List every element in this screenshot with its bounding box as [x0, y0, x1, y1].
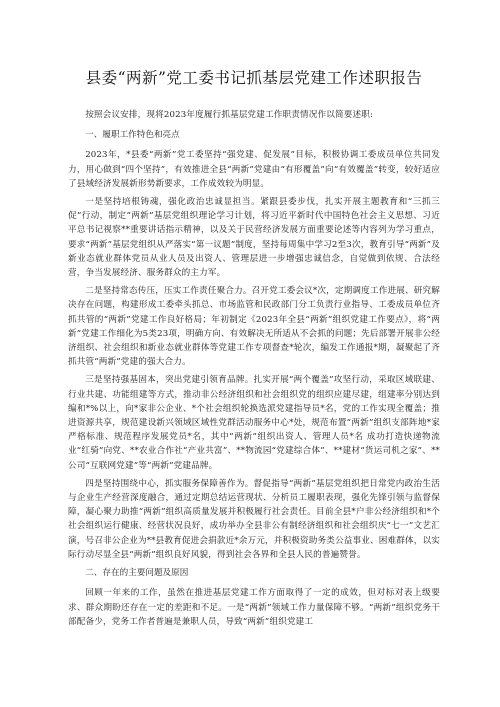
section-heading-2: 二、存在的主要问题及原因: [85, 568, 189, 579]
paragraph-point-1: 一是坚持培根铸魂，强化政治忠诚显担当。紧跟县委步伐，扎实开展主题教育和“三抓三促”行动，制定“两新”基层党组织理论学习计划，将习近平新时代中国特色社会主义思想、习近平总书记视察**重要讲话指示精神，以及关于民营经济发展方面重要论述等内容列为学习重点，要求“两新”基层党组织从严落实“第一议题”制度，坚持每周集中学习2至3次，教育引导“两新”及新业态就业群体党员从业人员及出资人、管理层进一步增强忠诚信念，自觉做到依规、合法经营，争当发展经济、服务群众的主力军。: [68, 197, 440, 279]
paragraph-point-4: 四是坚持围绕中心，抓实服务保障善作为。督促指导“两新”基层党组织把日常党内政治生活与企业生产经营深度融合，通过定期总结运营现状、分析员工履职表现，强化先锋引领与监督保障，凝心聚力助推“两新”组织高质量发展并积极履行社会责任。目前全县*户非公经济组织和*个社会组织运行健康、经营状况良好，成功举办全县非公有制经济组织和社会组织庆“七一”文艺汇演，号召非公企业为**县教育促进会捐款近*余万元，并积极资助务类公益事业、困难群体，以实际行动尽显全县“两新”组织良好风貌，得到社会各界和全县人民的普遍赞誉。: [68, 478, 440, 560]
paragraph-overview: 2023年，*县委“两新”党工委坚持“强党建、促发展”目标，积极协调工委成员单位共同发力，用心做到“四个坚持”，有效推进全县“两新”党建由“有形覆盖”向“有效覆盖”转变，较好适应了县域经济发展新形势新要求，工作成效较为明显。: [68, 150, 440, 189]
page-title: 县委“两新”党工委书记抓基层党建工作述职报告: [85, 69, 423, 87]
paragraph-point-2: 二是坚持常态传压，压实工作责任聚合力。召开党工委会议*次，定期调度工作进展、研究解决存在问题，构建形成工委牵头抓总、市场监管和民政部门分工负责行业指导、工委成员单位齐抓共管的“两新”党建工作良好格局；年初制定《2023年全县“两新”组织党建工作要点》，将“两新”党建工作细化为5类23项，明确方向、有效解决无所适从不会抓的问题；先后部署开展非公经济组织、社会组织和新业态就业群体等党建工作专项督查*轮次，编发工作通报*期，凝聚起了齐抓共管“两新”党建的强大合力。: [68, 286, 440, 368]
intro-paragraph: 按照会议安排，现将2023年度履行抓基层党建工作职责情况作以简要述职:: [85, 110, 374, 120]
paragraph-problems: 回顾一年来的工作，虽然在推进基层党建工作方面取得了一定的成效，但对标对表上级要求、群众期盼还存在一定的差距和不足。一是“两新”领域工作力量保障不够。“两新”组织党务干部配备少，党务工作者普遍是兼职人员，导致“两新”组织党建工: [68, 588, 440, 627]
section-heading-1: 一、履职工作特色和亮点: [85, 130, 180, 141]
paragraph-point-3: 三是坚持强基固本，突出党建引领育品牌。扎实开展“两个覆盖”攻坚行动，采取区域联建、行业共建、功能组建等方式，推动非公经济组织和社会组织党的组织应建尽建，组建率分别达到编和*%以上，向*家非公企业、*个社会组织轮换选派党建指导员*名，党的工作实现全覆盖；推进资源共享，规范建设新兴领域区域性党群活动服务中心*处，规范布置“两新”组织支部阵地*家 严格标准、规范程序发展党员*名，其中“两新”组织出资人、管理人员*名 成功打造快递物流业“红骑”向党、**农业合作社“产业共富”、**物流园“党建综合体”、**建材“货运司机之家”、**公司“互联网党建”等“两新”党建品牌。: [68, 375, 440, 471]
